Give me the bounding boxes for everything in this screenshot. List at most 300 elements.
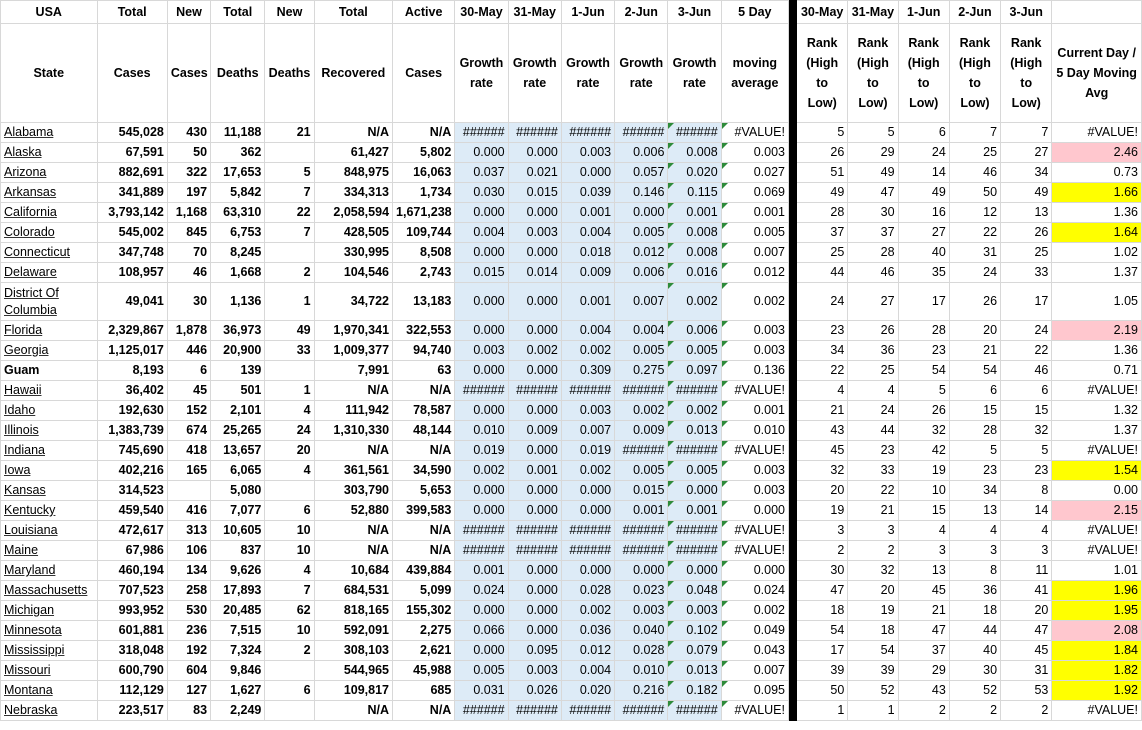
growth-rate-cell[interactable]: 0.000 xyxy=(508,561,561,581)
rank-cell[interactable]: 3 xyxy=(949,541,1000,561)
rank-cell[interactable]: 46 xyxy=(949,163,1000,183)
header-cell[interactable]: 1-Jun xyxy=(561,1,614,24)
growth-rate-cell[interactable]: 0.008 xyxy=(668,223,721,243)
rank-cell[interactable]: 24 xyxy=(949,263,1000,283)
ratio-cell[interactable]: 0.00 xyxy=(1052,481,1142,501)
data-cell[interactable]: 2,743 xyxy=(393,263,455,283)
moving-average-cell[interactable]: 0.000 xyxy=(721,501,788,521)
rank-cell[interactable]: 3 xyxy=(848,521,898,541)
data-cell[interactable]: 20 xyxy=(265,441,314,461)
data-cell[interactable]: 61,427 xyxy=(314,143,392,163)
data-cell[interactable]: 24 xyxy=(265,421,314,441)
growth-rate-cell[interactable]: 0.020 xyxy=(561,681,614,701)
growth-rate-cell[interactable]: 0.001 xyxy=(668,501,721,521)
rank-cell[interactable]: 5 xyxy=(848,123,898,143)
rank-cell[interactable]: 24 xyxy=(848,401,898,421)
data-cell[interactable]: 108,957 xyxy=(97,263,167,283)
data-cell[interactable]: 10 xyxy=(265,621,314,641)
state-link[interactable]: Illinois xyxy=(1,421,98,441)
rank-cell[interactable]: 49 xyxy=(797,183,848,203)
moving-average-cell[interactable]: 0.000 xyxy=(721,561,788,581)
data-cell[interactable]: N/A xyxy=(393,123,455,143)
rank-cell[interactable]: 2 xyxy=(949,701,1000,721)
growth-rate-cell[interactable]: 0.008 xyxy=(668,143,721,163)
data-cell[interactable]: 1 xyxy=(265,381,314,401)
data-cell[interactable]: 46 xyxy=(167,263,210,283)
data-cell[interactable]: 1,970,341 xyxy=(314,321,392,341)
data-cell[interactable]: 2 xyxy=(265,263,314,283)
growth-rate-cell[interactable]: 0.102 xyxy=(668,621,721,641)
header-cell[interactable]: 31-May xyxy=(508,1,561,24)
growth-rate-cell[interactable]: ###### xyxy=(615,381,668,401)
data-cell[interactable]: 109,817 xyxy=(314,681,392,701)
state-link[interactable]: Maryland xyxy=(1,561,98,581)
moving-average-cell[interactable]: #VALUE! xyxy=(721,123,788,143)
growth-rate-cell[interactable]: 0.000 xyxy=(615,203,668,223)
growth-rate-cell[interactable]: 0.028 xyxy=(615,641,668,661)
data-cell[interactable]: 7,991 xyxy=(314,361,392,381)
rank-cell[interactable]: 24 xyxy=(797,283,848,321)
growth-rate-cell[interactable]: 0.003 xyxy=(561,401,614,421)
state-link[interactable]: Nebraska xyxy=(1,701,98,721)
rank-cell[interactable]: 39 xyxy=(848,661,898,681)
ratio-cell[interactable]: 1.66 xyxy=(1052,183,1142,203)
rank-cell[interactable]: 2 xyxy=(848,541,898,561)
rank-cell[interactable]: 32 xyxy=(1001,421,1052,441)
growth-rate-cell[interactable]: ###### xyxy=(508,701,561,721)
data-cell[interactable]: 36,402 xyxy=(97,381,167,401)
header-cell[interactable]: 30-May xyxy=(455,1,508,24)
rank-cell[interactable]: 6 xyxy=(898,123,949,143)
data-cell[interactable]: 1,168 xyxy=(167,203,210,223)
rank-cell[interactable]: 52 xyxy=(949,681,1000,701)
moving-average-cell[interactable]: 0.003 xyxy=(721,321,788,341)
moving-average-cell[interactable]: 0.001 xyxy=(721,203,788,223)
moving-average-cell[interactable]: 0.095 xyxy=(721,681,788,701)
data-cell[interactable]: N/A xyxy=(314,541,392,561)
header-cell[interactable]: 2-Jun xyxy=(949,1,1000,24)
growth-rate-cell[interactable]: 0.002 xyxy=(668,283,721,321)
growth-rate-cell[interactable]: 0.004 xyxy=(561,223,614,243)
moving-average-cell[interactable]: 0.003 xyxy=(721,341,788,361)
header-cell[interactable]: Growth rate xyxy=(668,24,721,123)
ratio-cell[interactable]: 0.73 xyxy=(1052,163,1142,183)
header-cell[interactable]: 30-May xyxy=(797,1,848,24)
moving-average-cell[interactable]: 0.007 xyxy=(721,243,788,263)
data-cell[interactable]: N/A xyxy=(314,701,392,721)
rank-cell[interactable]: 31 xyxy=(949,243,1000,263)
rank-cell[interactable]: 36 xyxy=(848,341,898,361)
growth-rate-cell[interactable]: 0.115 xyxy=(668,183,721,203)
growth-rate-cell[interactable]: ###### xyxy=(455,541,508,561)
data-cell[interactable]: 313 xyxy=(167,521,210,541)
data-cell[interactable]: 430 xyxy=(167,123,210,143)
rank-cell[interactable]: 25 xyxy=(949,143,1000,163)
rank-cell[interactable]: 23 xyxy=(949,461,1000,481)
data-cell[interactable]: 362 xyxy=(211,143,265,163)
growth-rate-cell[interactable]: 0.003 xyxy=(508,223,561,243)
state-link[interactable]: Delaware xyxy=(1,263,98,283)
data-cell[interactable]: 501 xyxy=(211,381,265,401)
state-link[interactable]: Arkansas xyxy=(1,183,98,203)
data-cell[interactable]: 322,553 xyxy=(393,321,455,341)
data-cell[interactable]: 78,587 xyxy=(393,401,455,421)
growth-rate-cell[interactable]: 0.010 xyxy=(455,421,508,441)
data-cell[interactable]: 8,193 xyxy=(97,361,167,381)
state-link[interactable]: Alabama xyxy=(1,123,98,143)
moving-average-cell[interactable]: 0.024 xyxy=(721,581,788,601)
growth-rate-cell[interactable]: ###### xyxy=(561,701,614,721)
rank-cell[interactable]: 14 xyxy=(1001,501,1052,521)
ratio-cell[interactable]: 1.95 xyxy=(1052,601,1142,621)
moving-average-cell[interactable]: 0.001 xyxy=(721,401,788,421)
data-cell[interactable]: 6,753 xyxy=(211,223,265,243)
growth-rate-cell[interactable]: 0.006 xyxy=(668,321,721,341)
rank-cell[interactable]: 21 xyxy=(949,341,1000,361)
growth-rate-cell[interactable]: 0.024 xyxy=(455,581,508,601)
data-cell[interactable]: 49 xyxy=(265,321,314,341)
data-cell[interactable]: 155,302 xyxy=(393,601,455,621)
rank-cell[interactable]: 30 xyxy=(848,203,898,223)
rank-cell[interactable]: 12 xyxy=(949,203,1000,223)
data-cell[interactable] xyxy=(265,481,314,501)
rank-cell[interactable]: 4 xyxy=(898,521,949,541)
rank-cell[interactable]: 19 xyxy=(797,501,848,521)
data-cell[interactable]: 402,216 xyxy=(97,461,167,481)
ratio-cell[interactable]: #VALUE! xyxy=(1052,541,1142,561)
growth-rate-cell[interactable]: 0.000 xyxy=(508,203,561,223)
header-cell[interactable]: 3-Jun xyxy=(1001,1,1052,24)
data-cell[interactable]: 600,790 xyxy=(97,661,167,681)
growth-rate-cell[interactable]: 0.001 xyxy=(615,501,668,521)
moving-average-cell[interactable]: 0.027 xyxy=(721,163,788,183)
data-cell[interactable]: 2 xyxy=(265,641,314,661)
state-link[interactable]: Connecticut xyxy=(1,243,98,263)
data-cell[interactable]: 684,531 xyxy=(314,581,392,601)
data-cell[interactable]: 7 xyxy=(265,183,314,203)
data-cell[interactable]: 2,249 xyxy=(211,701,265,721)
data-cell[interactable]: 36,973 xyxy=(211,321,265,341)
growth-rate-cell[interactable]: 0.004 xyxy=(615,321,668,341)
rank-cell[interactable]: 26 xyxy=(898,401,949,421)
data-cell[interactable]: 33 xyxy=(265,341,314,361)
data-cell[interactable]: 745,690 xyxy=(97,441,167,461)
rank-cell[interactable]: 23 xyxy=(848,441,898,461)
growth-rate-cell[interactable]: ###### xyxy=(668,521,721,541)
data-cell[interactable]: N/A xyxy=(314,441,392,461)
rank-cell[interactable]: 45 xyxy=(1001,641,1052,661)
data-cell[interactable]: 5 xyxy=(265,163,314,183)
data-cell[interactable]: 361,561 xyxy=(314,461,392,481)
rank-cell[interactable]: 20 xyxy=(797,481,848,501)
growth-rate-cell[interactable]: 0.275 xyxy=(615,361,668,381)
growth-rate-cell[interactable]: 0.000 xyxy=(455,401,508,421)
data-cell[interactable]: 1 xyxy=(265,283,314,321)
rank-cell[interactable]: 45 xyxy=(797,441,848,461)
growth-rate-cell[interactable]: 0.039 xyxy=(561,183,614,203)
rank-cell[interactable]: 15 xyxy=(898,501,949,521)
data-cell[interactable]: 322 xyxy=(167,163,210,183)
data-cell[interactable]: 6 xyxy=(167,361,210,381)
data-cell[interactable] xyxy=(265,701,314,721)
moving-average-cell[interactable]: #VALUE! xyxy=(721,441,788,461)
data-cell[interactable] xyxy=(265,361,314,381)
header-cell[interactable]: Growth rate xyxy=(455,24,508,123)
header-cell[interactable]: New xyxy=(265,1,314,24)
data-cell[interactable]: 1,125,017 xyxy=(97,341,167,361)
moving-average-cell[interactable]: 0.010 xyxy=(721,421,788,441)
rank-cell[interactable]: 47 xyxy=(797,581,848,601)
state-link[interactable]: Massachusetts xyxy=(1,581,98,601)
growth-rate-cell[interactable]: 0.000 xyxy=(455,601,508,621)
growth-rate-cell[interactable]: 0.066 xyxy=(455,621,508,641)
rank-cell[interactable]: 46 xyxy=(1001,361,1052,381)
state-link[interactable]: Alaska xyxy=(1,143,98,163)
rank-cell[interactable]: 31 xyxy=(1001,661,1052,681)
data-cell[interactable]: 197 xyxy=(167,183,210,203)
rank-cell[interactable]: 36 xyxy=(949,581,1000,601)
data-cell[interactable]: 314,523 xyxy=(97,481,167,501)
data-cell[interactable]: 2,621 xyxy=(393,641,455,661)
rank-cell[interactable]: 25 xyxy=(1001,243,1052,263)
data-cell[interactable]: 1,668 xyxy=(211,263,265,283)
rank-cell[interactable]: 5 xyxy=(797,123,848,143)
ratio-cell[interactable]: #VALUE! xyxy=(1052,441,1142,461)
growth-rate-cell[interactable]: 0.000 xyxy=(668,481,721,501)
rank-cell[interactable]: 43 xyxy=(898,681,949,701)
rank-cell[interactable]: 49 xyxy=(848,163,898,183)
data-cell[interactable]: 330,995 xyxy=(314,243,392,263)
growth-rate-cell[interactable]: 0.031 xyxy=(455,681,508,701)
data-cell[interactable]: 13,657 xyxy=(211,441,265,461)
growth-rate-cell[interactable]: 0.001 xyxy=(668,203,721,223)
growth-rate-cell[interactable]: 0.005 xyxy=(668,461,721,481)
data-cell[interactable]: 7,324 xyxy=(211,641,265,661)
growth-rate-cell[interactable]: 0.000 xyxy=(561,163,614,183)
rank-cell[interactable]: 37 xyxy=(848,223,898,243)
data-cell[interactable]: 109,744 xyxy=(393,223,455,243)
ratio-cell[interactable]: 1.82 xyxy=(1052,661,1142,681)
rank-cell[interactable]: 34 xyxy=(797,341,848,361)
header-cell[interactable]: Cases xyxy=(167,24,210,123)
growth-rate-cell[interactable]: 0.001 xyxy=(561,203,614,223)
rank-cell[interactable]: 28 xyxy=(949,421,1000,441)
header-cell[interactable]: Growth rate xyxy=(508,24,561,123)
rank-cell[interactable]: 33 xyxy=(848,461,898,481)
data-cell[interactable]: 6 xyxy=(265,681,314,701)
growth-rate-cell[interactable]: ###### xyxy=(561,381,614,401)
data-cell[interactable]: 94,740 xyxy=(393,341,455,361)
rank-cell[interactable]: 21 xyxy=(797,401,848,421)
data-cell[interactable]: N/A xyxy=(393,701,455,721)
growth-rate-cell[interactable]: 0.000 xyxy=(455,143,508,163)
ratio-cell[interactable]: 1.96 xyxy=(1052,581,1142,601)
growth-rate-cell[interactable]: 0.004 xyxy=(455,223,508,243)
data-cell[interactable]: 34,590 xyxy=(393,461,455,481)
rank-cell[interactable]: 15 xyxy=(1001,401,1052,421)
rank-cell[interactable]: 33 xyxy=(1001,263,1052,283)
growth-rate-cell[interactable]: 0.002 xyxy=(508,341,561,361)
growth-rate-cell[interactable]: 0.216 xyxy=(615,681,668,701)
data-cell[interactable]: 34,722 xyxy=(314,283,392,321)
data-cell[interactable]: 21 xyxy=(265,123,314,143)
data-cell[interactable]: 2,058,594 xyxy=(314,203,392,223)
rank-cell[interactable]: 42 xyxy=(898,441,949,461)
data-cell[interactable]: 446 xyxy=(167,341,210,361)
data-cell[interactable]: 139 xyxy=(211,361,265,381)
growth-rate-cell[interactable]: 0.015 xyxy=(615,481,668,501)
rank-cell[interactable]: 29 xyxy=(898,661,949,681)
ratio-cell[interactable]: 1.92 xyxy=(1052,681,1142,701)
data-cell[interactable]: N/A xyxy=(393,441,455,461)
data-cell[interactable]: 1,310,330 xyxy=(314,421,392,441)
data-cell[interactable]: 4 xyxy=(265,461,314,481)
data-cell[interactable]: 418 xyxy=(167,441,210,461)
data-cell[interactable]: 16,063 xyxy=(393,163,455,183)
header-cell[interactable]: Cases xyxy=(97,24,167,123)
rank-cell[interactable]: 32 xyxy=(797,461,848,481)
growth-rate-cell[interactable]: ###### xyxy=(508,521,561,541)
header-cell[interactable]: Rank (High to Low) xyxy=(797,24,848,123)
growth-rate-cell[interactable]: ###### xyxy=(668,381,721,401)
rank-cell[interactable]: 19 xyxy=(848,601,898,621)
growth-rate-cell[interactable]: 0.000 xyxy=(508,283,561,321)
data-cell[interactable]: 13,183 xyxy=(393,283,455,321)
growth-rate-cell[interactable]: 0.000 xyxy=(508,581,561,601)
rank-cell[interactable]: 3 xyxy=(898,541,949,561)
rank-cell[interactable]: 4 xyxy=(949,521,1000,541)
data-cell[interactable]: 50 xyxy=(167,143,210,163)
ratio-cell[interactable]: 1.36 xyxy=(1052,341,1142,361)
rank-cell[interactable]: 5 xyxy=(1001,441,1052,461)
rank-cell[interactable]: 24 xyxy=(1001,321,1052,341)
data-cell[interactable]: 10,684 xyxy=(314,561,392,581)
data-cell[interactable]: 1,383,739 xyxy=(97,421,167,441)
data-cell[interactable]: N/A xyxy=(393,541,455,561)
ratio-cell[interactable]: #VALUE! xyxy=(1052,381,1142,401)
data-cell[interactable]: 845 xyxy=(167,223,210,243)
ratio-cell[interactable]: 1.36 xyxy=(1052,203,1142,223)
rank-cell[interactable]: 26 xyxy=(848,321,898,341)
state-link[interactable]: Michigan xyxy=(1,601,98,621)
rank-cell[interactable]: 2 xyxy=(1001,701,1052,721)
rank-cell[interactable]: 3 xyxy=(797,521,848,541)
growth-rate-cell[interactable]: 0.028 xyxy=(561,581,614,601)
growth-rate-cell[interactable]: 0.002 xyxy=(668,401,721,421)
rank-cell[interactable]: 2 xyxy=(898,701,949,721)
ratio-cell[interactable]: 1.37 xyxy=(1052,421,1142,441)
growth-rate-cell[interactable]: ###### xyxy=(561,541,614,561)
header-cell[interactable]: Deaths xyxy=(211,24,265,123)
growth-rate-cell[interactable]: 0.000 xyxy=(508,361,561,381)
rank-cell[interactable]: 54 xyxy=(949,361,1000,381)
growth-rate-cell[interactable]: 0.000 xyxy=(508,481,561,501)
ratio-cell[interactable]: 1.84 xyxy=(1052,641,1142,661)
growth-rate-cell[interactable]: 0.006 xyxy=(615,143,668,163)
state-link[interactable]: Maine xyxy=(1,541,98,561)
rank-cell[interactable]: 8 xyxy=(949,561,1000,581)
growth-rate-cell[interactable]: 0.005 xyxy=(615,341,668,361)
rank-cell[interactable]: 27 xyxy=(848,283,898,321)
rank-cell[interactable]: 34 xyxy=(949,481,1000,501)
growth-rate-cell[interactable]: 0.002 xyxy=(615,401,668,421)
rank-cell[interactable]: 18 xyxy=(797,601,848,621)
data-cell[interactable]: 7 xyxy=(265,223,314,243)
rank-cell[interactable]: 1 xyxy=(797,701,848,721)
rank-cell[interactable]: 21 xyxy=(898,601,949,621)
rank-cell[interactable]: 41 xyxy=(1001,581,1052,601)
rank-cell[interactable]: 13 xyxy=(898,561,949,581)
moving-average-cell[interactable]: 0.003 xyxy=(721,481,788,501)
data-cell[interactable]: 5,653 xyxy=(393,481,455,501)
data-cell[interactable]: 416 xyxy=(167,501,210,521)
data-cell[interactable]: 63 xyxy=(393,361,455,381)
rank-cell[interactable]: 13 xyxy=(1001,203,1052,223)
rank-cell[interactable]: 18 xyxy=(848,621,898,641)
data-cell[interactable]: 472,617 xyxy=(97,521,167,541)
state-link[interactable]: Louisiana xyxy=(1,521,98,541)
growth-rate-cell[interactable]: 0.000 xyxy=(455,283,508,321)
rank-cell[interactable]: 4 xyxy=(848,381,898,401)
data-cell[interactable] xyxy=(265,143,314,163)
data-cell[interactable]: 83 xyxy=(167,701,210,721)
growth-rate-cell[interactable]: 0.000 xyxy=(561,561,614,581)
growth-rate-cell[interactable]: 0.000 xyxy=(561,501,614,521)
growth-rate-cell[interactable]: 0.002 xyxy=(455,461,508,481)
growth-rate-cell[interactable]: 0.002 xyxy=(561,341,614,361)
header-cell[interactable] xyxy=(1052,1,1142,24)
rank-cell[interactable]: 4 xyxy=(797,381,848,401)
growth-rate-cell[interactable]: 0.012 xyxy=(561,641,614,661)
rank-cell[interactable]: 8 xyxy=(1001,481,1052,501)
rank-cell[interactable]: 34 xyxy=(1001,163,1052,183)
data-cell[interactable]: 20,485 xyxy=(211,601,265,621)
data-cell[interactable]: 106 xyxy=(167,541,210,561)
growth-rate-cell[interactable]: 0.000 xyxy=(455,481,508,501)
growth-rate-cell[interactable]: 0.000 xyxy=(455,501,508,521)
data-cell[interactable]: 848,975 xyxy=(314,163,392,183)
data-cell[interactable]: 20,900 xyxy=(211,341,265,361)
moving-average-cell[interactable]: 0.003 xyxy=(721,143,788,163)
header-cell[interactable]: Total xyxy=(211,1,265,24)
growth-rate-cell[interactable]: 0.000 xyxy=(455,361,508,381)
rank-cell[interactable]: 40 xyxy=(898,243,949,263)
growth-rate-cell[interactable]: 0.182 xyxy=(668,681,721,701)
growth-rate-cell[interactable]: 0.001 xyxy=(455,561,508,581)
state-link[interactable]: Hawaii xyxy=(1,381,98,401)
data-cell[interactable]: 6,065 xyxy=(211,461,265,481)
ratio-cell[interactable]: 1.05 xyxy=(1052,283,1142,321)
state-link[interactable]: Arizona xyxy=(1,163,98,183)
growth-rate-cell[interactable]: ###### xyxy=(668,123,721,143)
data-cell[interactable]: 258 xyxy=(167,581,210,601)
moving-average-cell[interactable]: 0.069 xyxy=(721,183,788,203)
data-cell[interactable]: 30 xyxy=(167,283,210,321)
growth-rate-cell[interactable]: 0.009 xyxy=(615,421,668,441)
moving-average-cell[interactable]: 0.049 xyxy=(721,621,788,641)
rank-cell[interactable]: 17 xyxy=(898,283,949,321)
rank-cell[interactable]: 53 xyxy=(1001,681,1052,701)
growth-rate-cell[interactable]: 0.146 xyxy=(615,183,668,203)
header-cell[interactable]: Rank (High to Low) xyxy=(949,24,1000,123)
ratio-cell[interactable]: 2.46 xyxy=(1052,143,1142,163)
rank-cell[interactable]: 5 xyxy=(898,381,949,401)
data-cell[interactable]: 63,310 xyxy=(211,203,265,223)
rank-cell[interactable]: 19 xyxy=(898,461,949,481)
growth-rate-cell[interactable]: 0.079 xyxy=(668,641,721,661)
growth-rate-cell[interactable]: 0.005 xyxy=(455,661,508,681)
rank-cell[interactable]: 26 xyxy=(797,143,848,163)
